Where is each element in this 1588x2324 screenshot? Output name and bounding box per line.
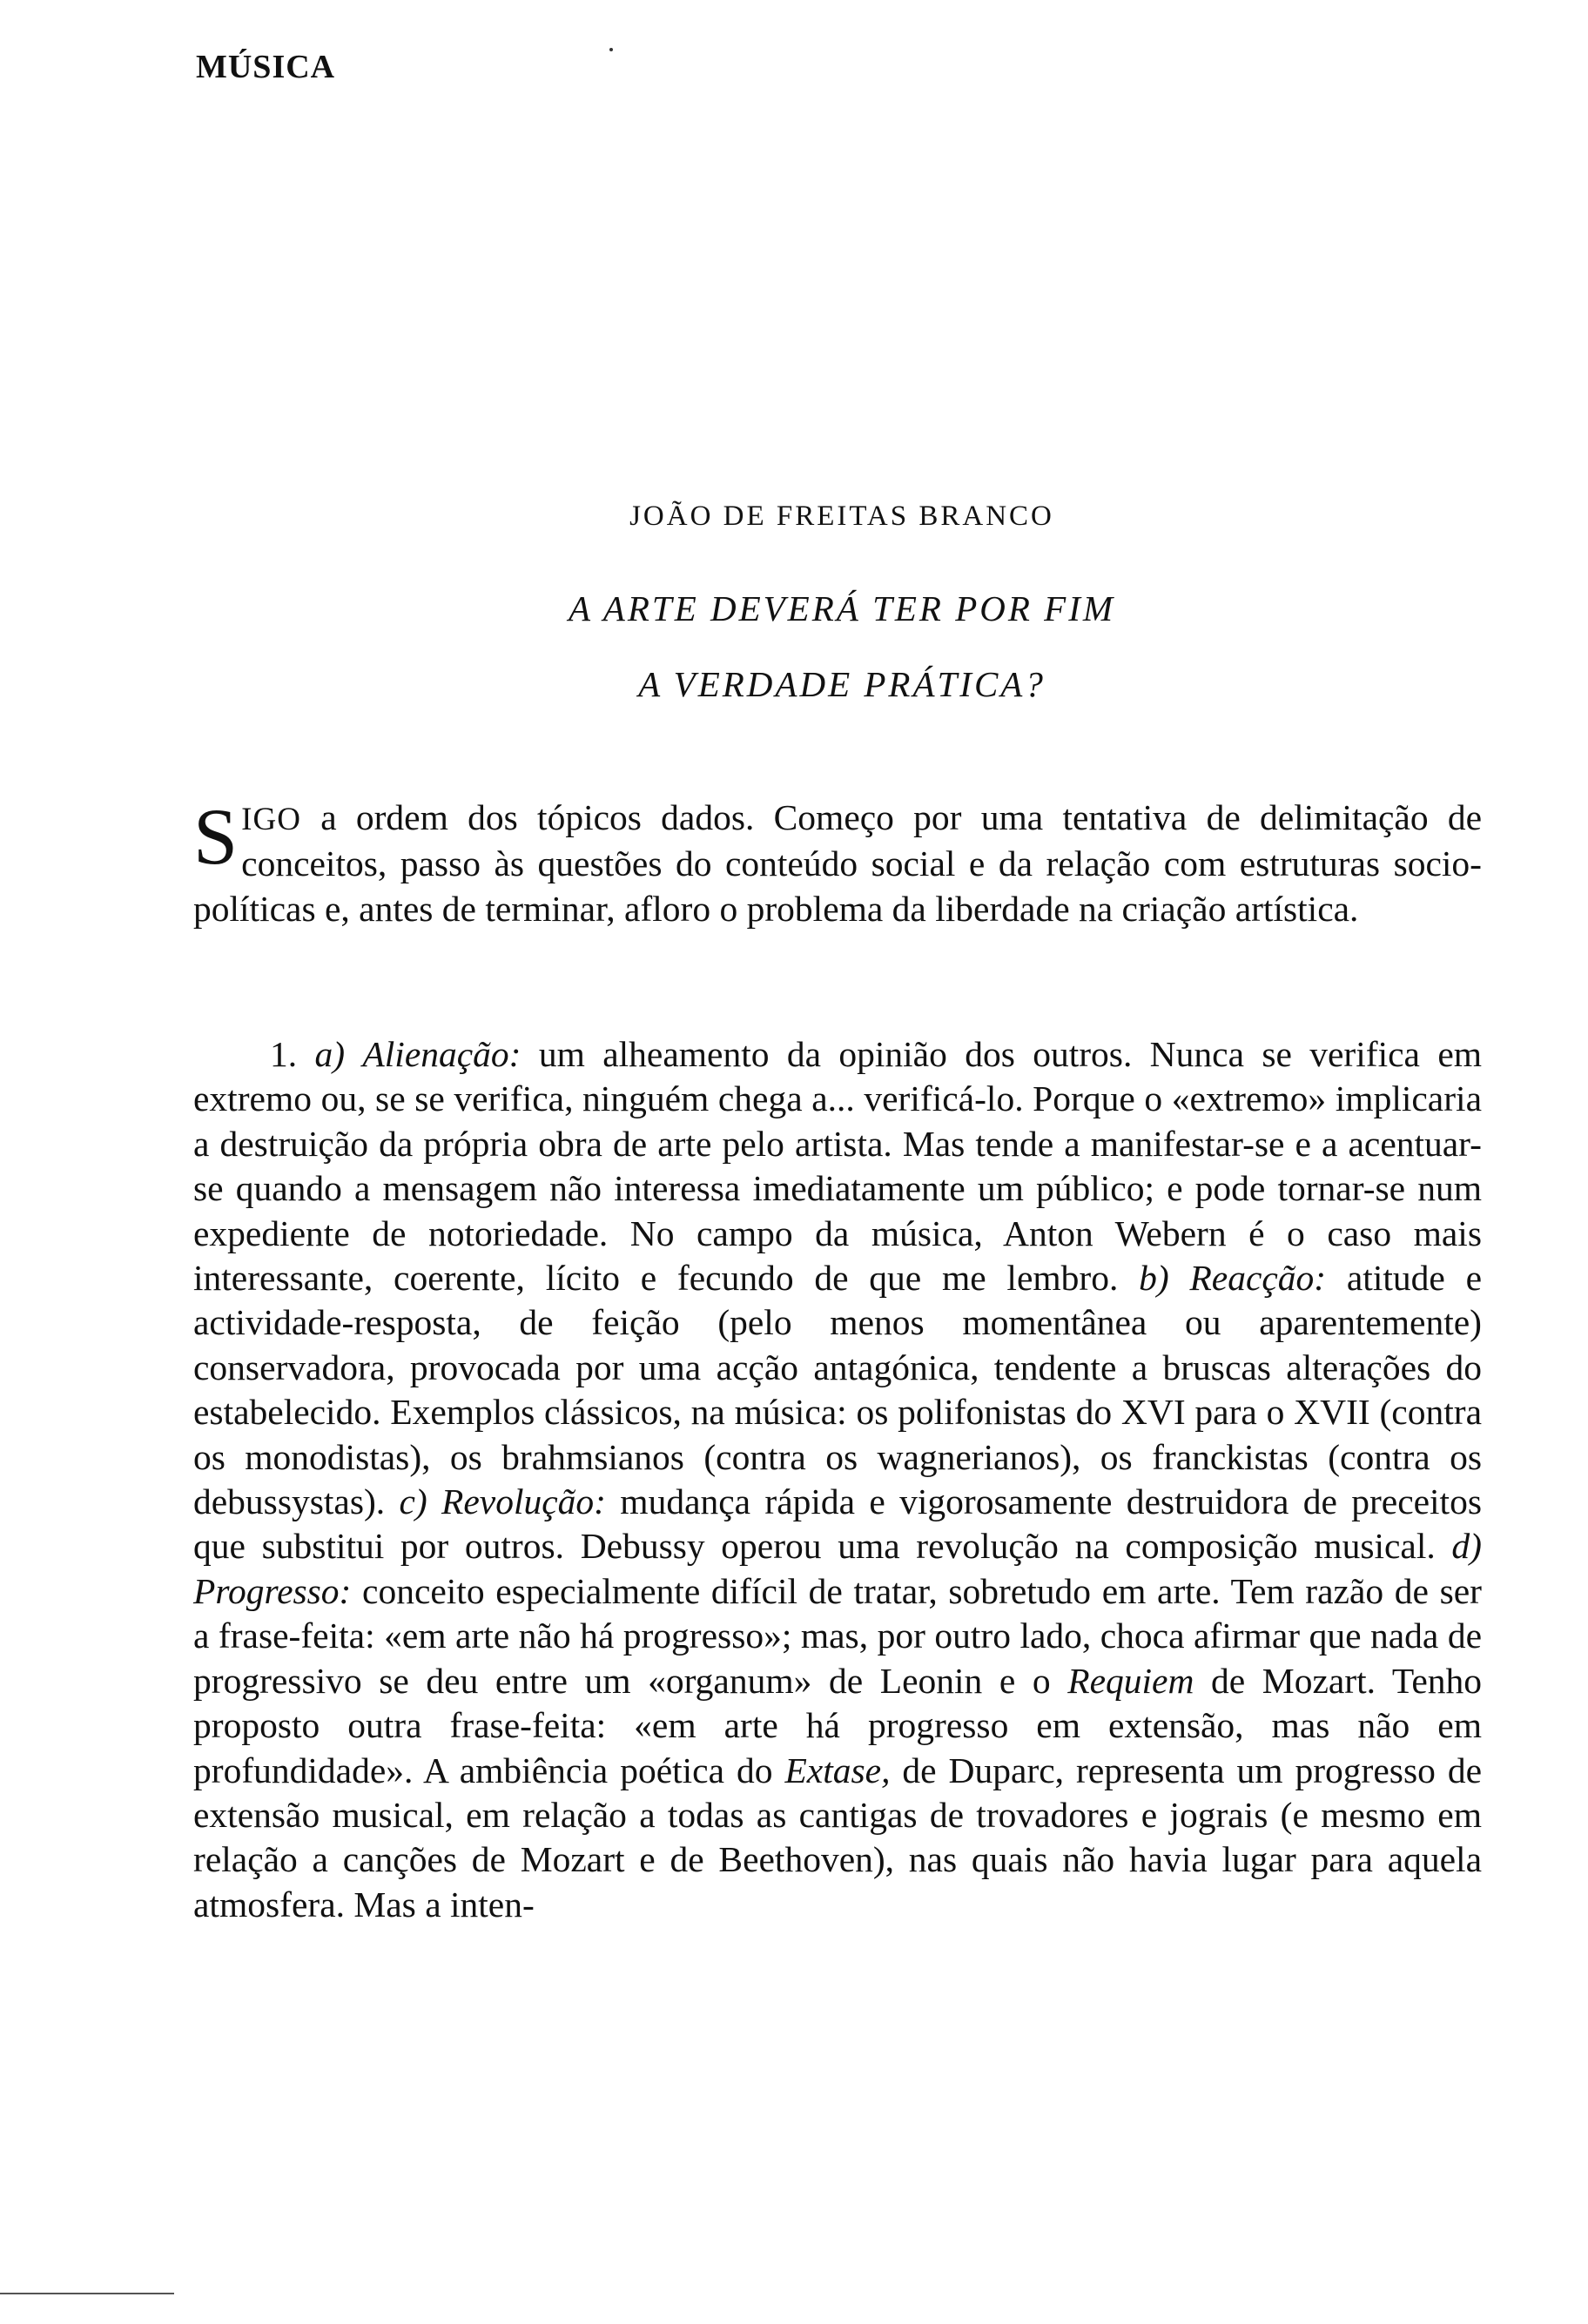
text-segment: atitude e actividade-resposta, de feição (pelo menos momentânea ou aparentemente) conservadora, provocada por uma acção antagónica, tendente a bruscas alterações do estabelecido. Exemplos clássicos, na música: os polifonistas do XVI para o XVII (contra os monodistas), os brahmsianos (contra os wagnerianos), os franckistas (contra os debussystas).: [193, 1258, 1482, 1522]
text-space: [1169, 1258, 1190, 1298]
paragraph-intro: [193, 792, 1482, 931]
lead-word: IGO: [241, 802, 301, 837]
footnote-rule: [0, 2293, 174, 2294]
text-segment: conceito especialmente difícil de tratar, sobretudo em arte. Tem razão de ser a frase-feita: «em arte não há progresso»; mas, por outro lado, choca afirmar que nada de progressivo se deu entre um «organum» de Leonin e o: [193, 1570, 1482, 1701]
work-title-requiem: Requiem: [1067, 1660, 1194, 1701]
item-label-c: c): [399, 1481, 427, 1522]
item-label-b: b): [1139, 1258, 1169, 1299]
para-number: 1.: [270, 1034, 315, 1074]
section-header: MÚSICA: [196, 49, 336, 85]
print-speck: [609, 48, 613, 51]
item-label-a: a): [314, 1034, 346, 1074]
text-segment: de Mozart. Tenho proposto outra frase-feita: «em arte há progresso em extensão, mas não em profundidade». A ambiência poética do: [193, 1660, 1482, 1790]
article-title-line-1: A ARTE DEVERÁ TER POR FIM: [568, 588, 1116, 628]
work-title-extase: Extase,: [784, 1750, 891, 1790]
text-segment: mudança rápida e vigorosamente destruidora de preceitos que substitui por outros. Debussy operou uma revolução na composição musical.: [193, 1481, 1482, 1567]
text-segment: um alheamento da opinião dos outros. Nunca se verifica em extremo ou, se se verifica, ninguém chega a... verificá-lo. Porque o «extremo» implicaria a destruição da própria obra de arte pelo artista. Mas tende a manifestar-se e a acentuar-se quando a mensagem não interessa imediatamente um público; e pode tornar-se num expediente de notoriedade. No campo da música, Anton Webern é o caso mais interessante, coerente, lícito e fecundo de que me lembro.: [193, 1034, 1483, 1299]
paragraph-concepts: [193, 1032, 1482, 1927]
term-revolucao: Revolução:: [441, 1481, 606, 1522]
term-alienacao: Alienação:: [362, 1034, 521, 1074]
article-author: JOÃO DE FREITAS BRANCO: [629, 500, 1054, 532]
drop-cap: S: [193, 792, 239, 881]
text-space: [345, 1034, 362, 1074]
text-segment: de Duparc, representa um progresso de extensão musical, em relação a todas as cantigas de trovadores e jograis (e mesmo em relação a canções de Mozart e de Beethoven), nas quais não havia lugar para aquela atmosfera. Mas a inten-: [193, 1750, 1482, 1924]
text-space: [427, 1481, 441, 1521]
item-label-d: d): [1451, 1526, 1482, 1567]
term-progresso: Progresso:: [193, 1570, 352, 1611]
paragraph-intro-text: a ordem dos tópicos dados. Começo por uma tentativa de delimitação de conceitos, passo às questões do conteúdo social e da relação com estruturas socio-políticas e, antes de terminar, afloro o problema da liberdade na criação artística.: [193, 797, 1482, 929]
article-title-line-2: A VERDADE PRÁTICA?: [638, 664, 1046, 704]
term-reaccao: Reacção:: [1189, 1258, 1327, 1299]
